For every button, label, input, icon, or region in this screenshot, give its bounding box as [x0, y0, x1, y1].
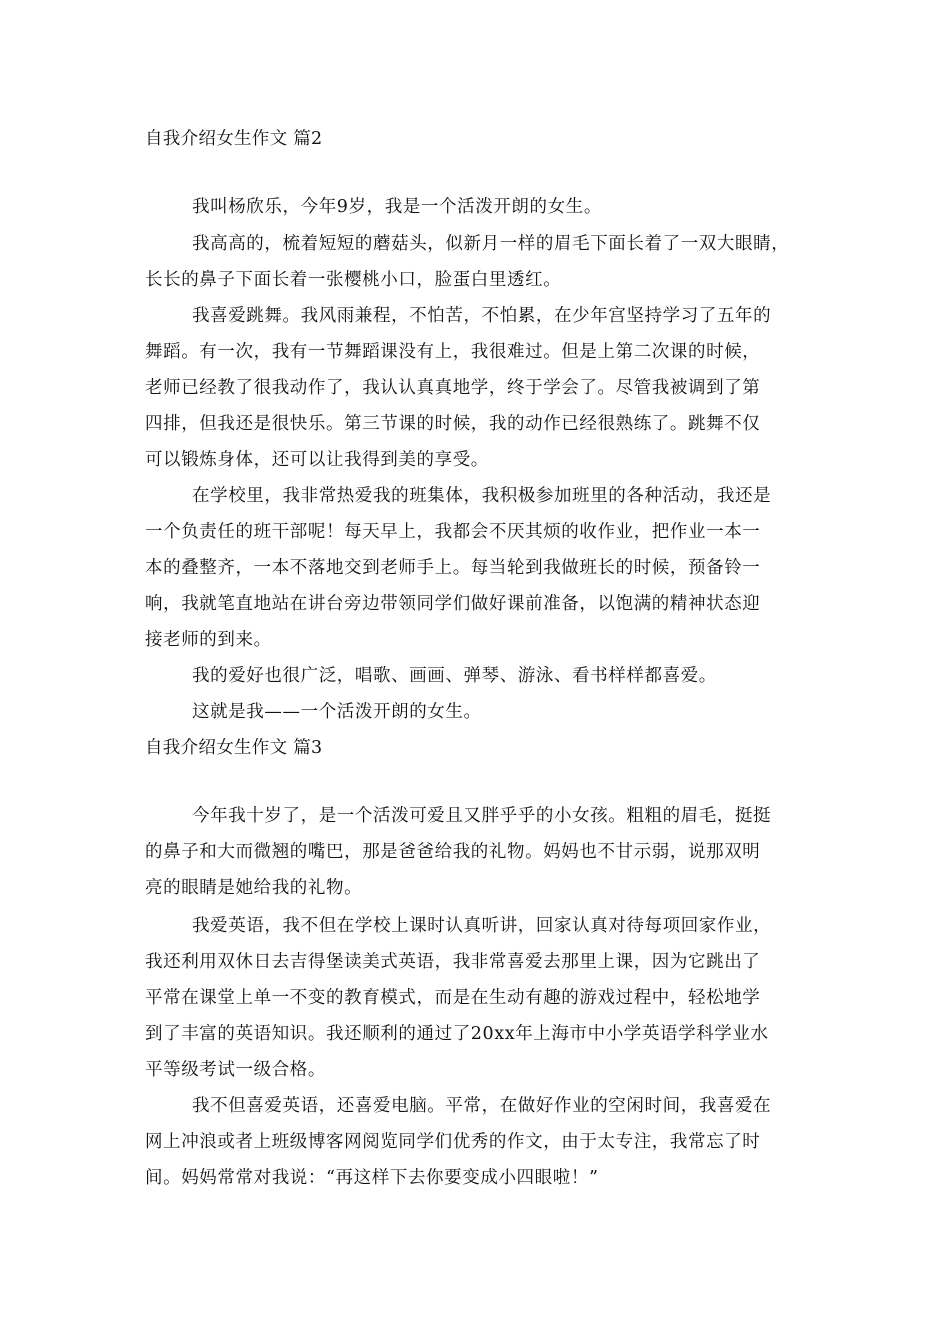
- paragraph-line: 响，我就笔直地站在讲台旁边带领同学们做好课前准备，以饱满的精神状态迎: [145, 594, 761, 614]
- paragraph-line: 到了丰富的英语知识。我还顺利的通过了20xx年上海市中小学英语学科学业水: [145, 1024, 769, 1044]
- paragraph-line: 我叫杨欣乐，今年9岁，我是一个活泼开朗的女生。: [192, 197, 602, 217]
- paragraph-line: 我爱英语，我不但在学校上课时认真听讲，回家认真对待每项回家作业，: [192, 916, 772, 936]
- paragraph-line: 四排，但我还是很快乐。第三节课的时候，我的动作已经很熟练了。跳舞不仅: [145, 414, 761, 434]
- paragraph-line: 接老师的到来。: [145, 630, 272, 650]
- paragraph-line: 亮的眼睛是她给我的礼物。: [145, 878, 363, 898]
- paragraph-line: 老师已经教了很我动作了，我认认真真地学，终于学会了。尽管我被调到了第: [145, 378, 761, 398]
- paragraph-line: 我的爱好也很广泛，唱歌、画画、弹琴、游泳、看书样样都喜爱。: [192, 666, 717, 686]
- paragraph-line: 舞蹈。有一次，我有一节舞蹈课没有上，我很难过。但是上第二次课的时候，: [145, 342, 761, 362]
- paragraph-line: 间。妈妈常常对我说：“再这样下去你要变成小四眼啦！”: [145, 1168, 599, 1188]
- paragraph-line: 平常在课堂上单一不变的教育模式，而是在生动有趣的游戏过程中，轻松地学: [145, 988, 761, 1008]
- paragraph-line: 我还利用双休日去吉得堡读美式英语，我非常喜爱去那里上课，因为它跳出了: [145, 952, 761, 972]
- paragraph-line: 的鼻子和大而微翘的嘴巴，那是爸爸给我的礼物。妈妈也不甘示弱，说那双明: [145, 842, 761, 862]
- paragraph-line: 在学校里，我非常热爱我的班集体，我积极参加班里的各种活动，我还是: [192, 486, 772, 506]
- paragraph-line: 我不但喜爱英语，还喜爱电脑。平常，在做好作业的空闲时间，我喜爱在: [192, 1096, 772, 1116]
- paragraph-line: 本的叠整齐，一本不落地交到老师手上。每当轮到我做班长的时候，预备铃一: [145, 558, 761, 578]
- paragraph-line: 平等级考试一级合格。: [145, 1060, 326, 1080]
- paragraph-line: 可以锻炼身体，还可以让我得到美的享受。: [145, 450, 489, 470]
- paragraph-line: 这就是我——一个活泼开朗的女生。: [192, 702, 482, 722]
- paragraph-line: 我高高的，梳着短短的蘑菇头，似新月一样的眉毛下面长着了一双大眼睛，: [192, 234, 790, 254]
- paragraph-line: 一个负责任的班干部呢！每天早上，我都会不厌其烦的收作业，把作业一本一: [145, 522, 761, 542]
- paragraph-line: 网上冲浪或者上班级博客网阅览同学们优秀的作文，由于太专注，我常忘了时: [145, 1132, 761, 1152]
- paragraph-line: 今年我十岁了，是一个活泼可爱且又胖乎乎的小女孩。粗粗的眉毛，挺挺: [192, 806, 772, 826]
- section-title: 自我介绍女生作文 篇3: [145, 738, 323, 758]
- paragraph-line: 长长的鼻子下面长着一张樱桃小口，脸蛋白里透红。: [145, 270, 562, 290]
- paragraph-line: 我喜爱跳舞。我风雨兼程，不怕苦，不怕累，在少年宫坚持学习了五年的: [192, 306, 772, 326]
- section-title: 自我介绍女生作文 篇2: [145, 129, 323, 149]
